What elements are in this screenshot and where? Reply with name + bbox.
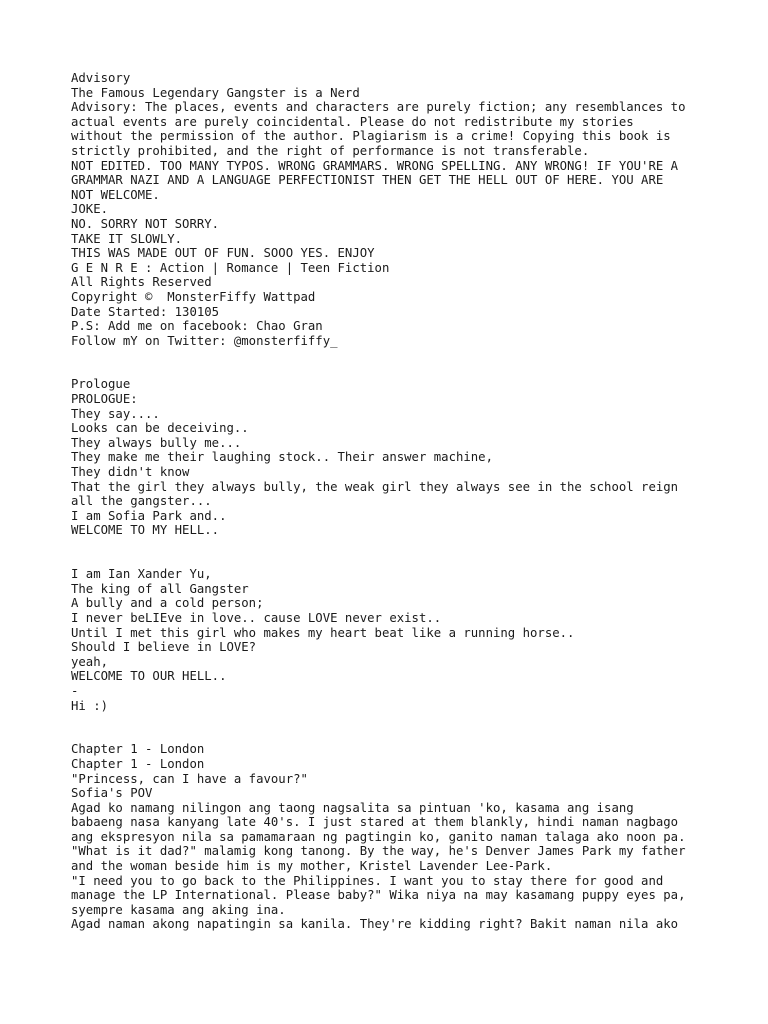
text-line: actual events are purely coincidental. Please do not redistribute my stories bbox=[71, 114, 634, 129]
advisory-heading: Advisory bbox=[71, 71, 131, 85]
prologue-subheading: PROLOGUE: bbox=[71, 392, 138, 407]
text-line: ang ekspresyon nila sa pamamaraan ng pagtingin ko, ganito naman talaga ako noon pa. bbox=[71, 829, 686, 844]
text-line: all the gangster... bbox=[71, 494, 212, 509]
text-line: syempre kasama ang aking ina. bbox=[71, 902, 286, 917]
text-line: WELCOME TO OUR HELL.. bbox=[71, 669, 227, 684]
twitter-line: Follow mY on Twitter: @monsterfiffy_ bbox=[71, 333, 338, 348]
section-gap bbox=[71, 348, 768, 377]
text-line: A bully and a cold person; bbox=[71, 596, 264, 611]
text-line: without the permission of the author. Plagiarism is a crime! Copying this book is bbox=[71, 129, 671, 144]
text-line: Hi :) bbox=[71, 698, 109, 713]
text-line: Agad ko namang nilingon ang taong nagsalita sa pintuan 'ko, kasama ang isang bbox=[71, 800, 634, 815]
prologue-heading: Prologue bbox=[71, 377, 131, 392]
text-line: They didn't know bbox=[71, 465, 190, 480]
text-line: GRAMMAR NAZI AND A LANGUAGE PERFECTIONIST THEN GET THE HELL OUT OF HERE. YOU ARE bbox=[71, 173, 664, 188]
book-title: The Famous Legendary Gangster is a Nerd bbox=[71, 85, 360, 100]
text-line: I never beLIEve in love.. cause LOVE never exist.. bbox=[71, 610, 442, 625]
rights-line: All Rights Reserved bbox=[71, 275, 212, 290]
chapter-subheading: Chapter 1 - London bbox=[71, 756, 205, 771]
text-line: NOT EDITED. TOO MANY TYPOS. WRONG GRAMMARS. WRONG SPELLING. ANY WRONG! IF YOU'RE A bbox=[71, 158, 679, 173]
text-line: Agad naman akong napatingin sa kanila. They're kidding right? Bakit naman nila ako bbox=[71, 917, 679, 932]
ian-section bbox=[71, 567, 768, 713]
text-line: "What is it dad?" malamig kong tanong. By the way, he's Denver James Park my father bbox=[71, 844, 686, 859]
text-line: TAKE IT SLOWLY. bbox=[71, 231, 183, 246]
chapter-heading: Chapter 1 - London bbox=[71, 742, 205, 757]
text-line: Until I met this girl who makes my heart beat like a running horse.. bbox=[71, 625, 575, 640]
text-line: The king of all Gangster bbox=[71, 581, 249, 596]
text-line: "Princess, can I have a favour?" bbox=[71, 771, 308, 786]
text-line: strictly prohibited, and the right of performance is not transferable. bbox=[71, 143, 590, 158]
copyright-line: Copyright © MonsterFiffy Wattpad bbox=[71, 289, 316, 304]
text-line: JOKE. bbox=[71, 202, 109, 217]
text-line: I am Ian Xander Yu, bbox=[71, 567, 212, 582]
date-started-line: Date Started: 130105 bbox=[71, 304, 220, 319]
text-line: They always bully me... bbox=[71, 435, 242, 450]
section-gap bbox=[71, 538, 768, 567]
text-line: Should I believe in LOVE? bbox=[71, 640, 257, 655]
pov-label: Sofia's POV bbox=[71, 786, 153, 801]
text-line: Advisory: The places, events and characters are purely fiction; any resemblances to bbox=[71, 100, 686, 115]
text-line: NOT WELCOME. bbox=[71, 187, 160, 202]
text-line: I am Sofia Park and.. bbox=[71, 508, 227, 523]
text-line: manage the LP International. Please baby?" Wika niya na may kasamang puppy eyes pa, bbox=[71, 888, 686, 903]
section-gap bbox=[71, 713, 768, 742]
genre-line: G E N R E : Action | Romance | Teen Fiction bbox=[71, 260, 390, 275]
chapter1-section bbox=[71, 742, 768, 932]
advisory-section bbox=[71, 71, 768, 348]
text-line: They say.... bbox=[71, 406, 160, 421]
text-line: and the woman beside him is my mother, Kristel Lavender Lee-Park. bbox=[71, 859, 553, 874]
facebook-line: P.S: Add me on facebook: Chao Gran bbox=[71, 319, 323, 334]
text-line: yeah, bbox=[71, 654, 109, 669]
text-line: They make me their laughing stock.. Their answer machine, bbox=[71, 450, 493, 465]
text-line: "I need you to go back to the Philippines. I want you to stay there for good and bbox=[71, 873, 664, 888]
text-line: Looks can be deceiving.. bbox=[71, 421, 249, 436]
text-line: WELCOME TO MY HELL.. bbox=[71, 523, 220, 538]
text-line: - bbox=[71, 683, 79, 698]
text-line: NO. SORRY NOT SORRY. bbox=[71, 216, 220, 231]
text-line: THIS WAS MADE OUT OF FUN. SOOO YES. ENJOY bbox=[71, 246, 375, 261]
text-line: babaeng nasa kanyang late 40's. I just stared at them blankly, hindi naman nagbago bbox=[71, 815, 679, 830]
text-line: That the girl they always bully, the weak girl they always see in the school reign bbox=[71, 479, 679, 494]
prologue-section bbox=[71, 377, 768, 538]
